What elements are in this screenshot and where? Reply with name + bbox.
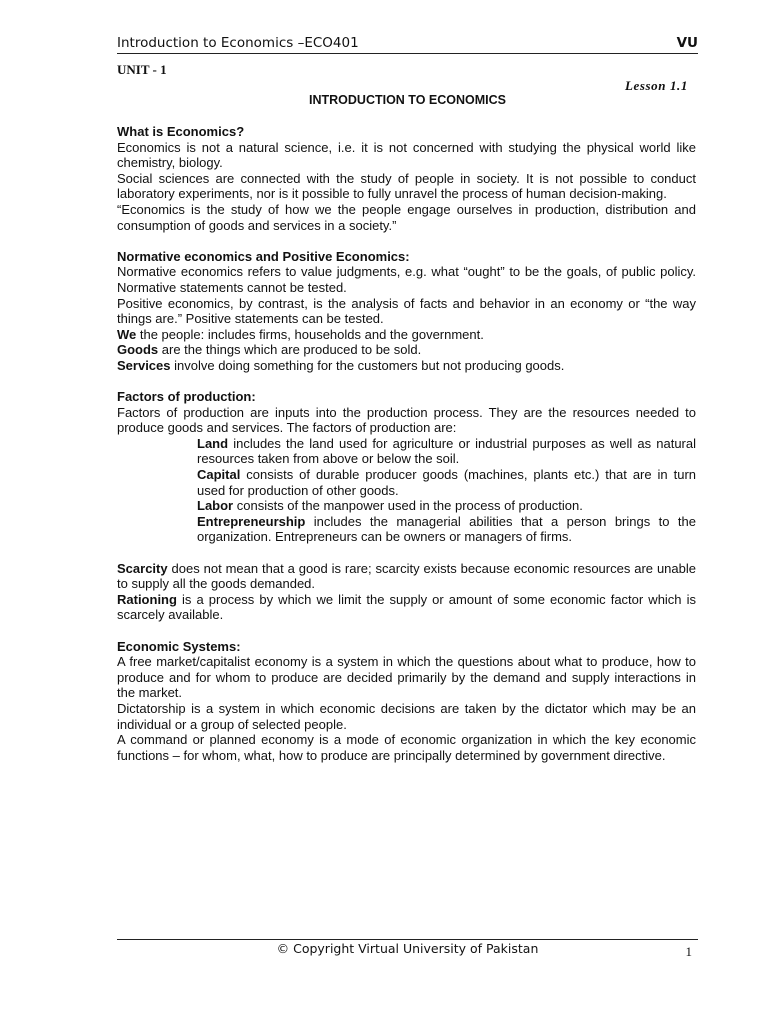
term-definition [117, 436, 696, 467]
term-text: includes the managerial abilities that a person brings to the organization. Entrepreneurs can be owners or managers of firms. [197, 513, 696, 545]
section-heading-factors: Factors of production: [117, 389, 256, 405]
term: Land [197, 435, 229, 451]
document-body [117, 124, 696, 763]
term: Labor [197, 498, 234, 514]
term-definition [117, 342, 696, 358]
term-definition [117, 327, 696, 343]
term-text: are the things which are produced to be sold. [158, 342, 422, 358]
paragraph: Positive economics, by contrast, is the analysis of facts and behavior in an economy or “the way things are.” Positive statements can be tested. [117, 295, 696, 327]
lesson-label: Lesson 1.1 [624, 78, 688, 93]
term-definition [117, 514, 696, 545]
term-definition [117, 561, 696, 592]
page-number: 1 [685, 944, 692, 959]
term-text: consists of the manpower used in the process of production. [233, 498, 583, 514]
paragraph: Dictatorship is a system in which economic decisions are taken by the dictator which may be an individual or a group of selected people. [117, 700, 696, 732]
term-text: involve doing something for the customers but not producing goods. [170, 357, 565, 373]
unit-label: UNIT - 1 [117, 62, 167, 77]
term-definition [117, 592, 696, 623]
paragraph: A free market/capitalist economy is a system in which the questions about what to produce, how to produce and for whom to produce are decided primarily by the demand and supply interactions in the market. [117, 654, 696, 701]
paragraph: Factors of production are inputs into the production process. They are the resources needed to produce goods and services. The factors of production are: [117, 404, 696, 436]
term-definition [117, 498, 696, 514]
page-title: INTRODUCTION TO ECONOMICS [309, 93, 506, 107]
term: We [117, 326, 137, 342]
institution-abbrev: VU [676, 35, 698, 51]
paragraph: A command or planned economy is a mode of economic organization in which the key economic functions – for whom, what, how to produce are principally determined by government directive. [117, 732, 696, 763]
term-text: does not mean that a good is rare; scarcity exists because economic resources are unable to supply all the goods demanded. [117, 560, 696, 592]
term-definition [117, 467, 696, 498]
term: Goods [117, 342, 159, 358]
term-text: consists of durable producer goods (machines, plants etc.) that are in turn used for production of other goods. [197, 467, 696, 498]
term-definition [117, 358, 696, 374]
paragraph: Normative economics refers to value judgments, e.g. what “ought” to be the goals, of public policy. Normative statements cannot be tested. [117, 264, 696, 295]
term: Entrepreneurship [197, 513, 306, 529]
section-heading-what-is-economics: What is Economics? [117, 124, 245, 139]
term-text: includes the land used for agriculture or industrial purposes as well as natural resources taken from above or below the soil. [197, 435, 696, 467]
course-title: Introduction to Economics –ECO401 [117, 35, 359, 51]
definition-quote: “Economics is the study of how we the people engage ourselves in production, distribution and consumption of goods and services in a society.” [117, 201, 696, 233]
section-heading-normative-positive: Normative economics and Positive Economics: [117, 248, 410, 264]
term-text: the people: includes firms, households and the government. [136, 326, 484, 342]
page-footer [117, 939, 698, 964]
term: Services [117, 357, 171, 373]
term: Rationing [117, 591, 177, 607]
paragraph: Economics is not a natural science, i.e. it is not concerned with studying the physical world like chemistry, biology. [117, 139, 696, 171]
paragraph: Social sciences are connected with the study of people in society. It is not possible to conduct laboratory experiments, nor is it possible to fully unravel the process of human decision-making. [117, 170, 696, 202]
running-header [117, 35, 698, 54]
term: Scarcity [117, 560, 168, 576]
section-heading-economic-systems: Economic Systems: [117, 638, 241, 654]
copyright-notice: © Copyright Virtual University of Pakistan [276, 941, 539, 956]
term-text: is a process by which we limit the supply or amount of some economic factor which is scarcely available. [117, 591, 696, 623]
term: Capital [197, 467, 241, 483]
spacer [117, 545, 696, 561]
